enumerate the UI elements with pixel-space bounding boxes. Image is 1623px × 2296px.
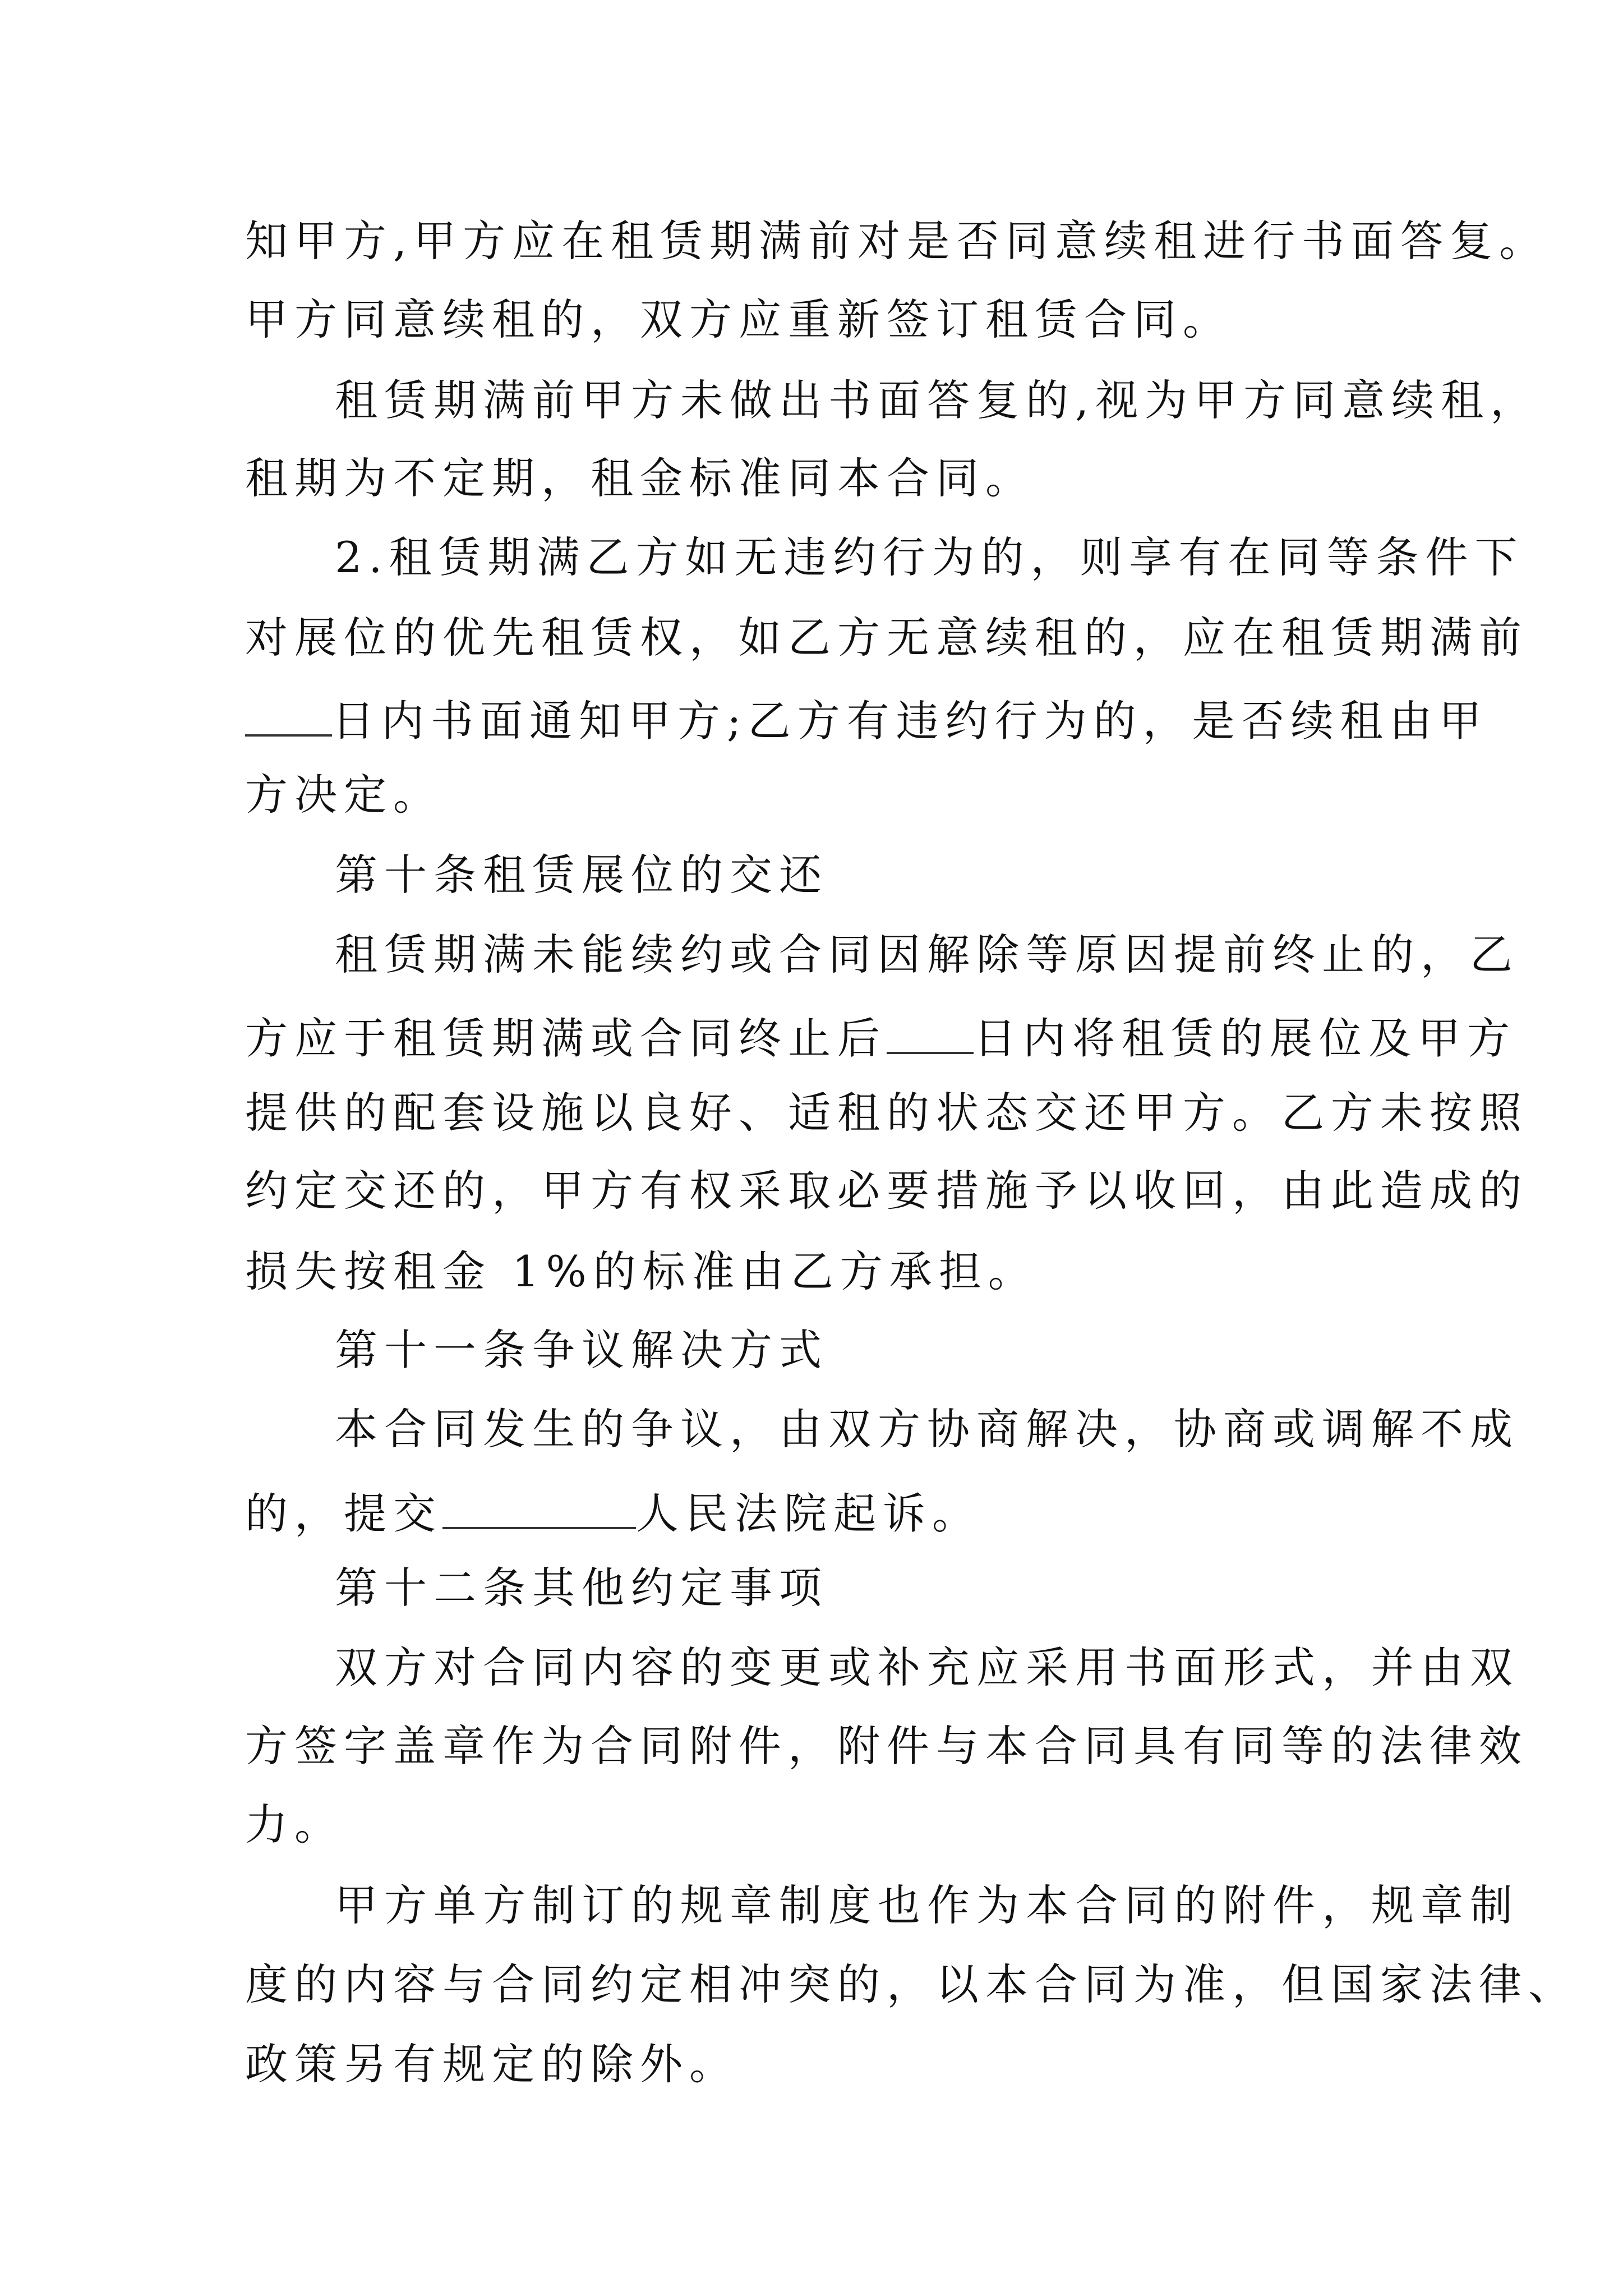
line-text: 力。: [245, 1800, 344, 1849]
line-text: 甲方同意续租的，双方应重新签订租赁合同。: [245, 295, 1232, 344]
paragraph-line: [335, 930, 1519, 979]
paragraph-line: [245, 770, 442, 820]
line-text: 知甲方,甲方应在租赁期满前对是否同意续租进行书面答复。: [245, 216, 1549, 266]
line-text: 本合同发生的争议，由双方协商解决，协商或调解不成: [335, 1404, 1519, 1454]
paragraph-line: [335, 375, 1540, 425]
line-text: 方决定。: [245, 770, 442, 820]
paragraph-line: [245, 1959, 1578, 2009]
fill-in-blank: [442, 1489, 636, 1529]
paragraph-line: [245, 695, 1488, 746]
line-text: 损失按租金 1%的标准由乙方承担。: [245, 1246, 1038, 1296]
paragraph-line: [245, 1800, 344, 1849]
fill-in-blank: [887, 1014, 974, 1054]
line-text: 对展位的优先租赁权，如乙方无意续租的，应在租赁期满前: [245, 613, 1528, 662]
paragraph-line: [245, 1246, 1038, 1296]
paragraph-line: [245, 1013, 1516, 1064]
paragraph-line: [245, 1088, 1528, 1138]
paragraph-line: [335, 1880, 1519, 1930]
paragraph-line: [245, 1166, 1528, 1216]
section-heading: [335, 850, 828, 900]
line-text: 2.租赁期满乙方如无违约行为的，则享有在同等条件下: [335, 532, 1524, 582]
line-text: 日内书面通知甲方;乙方有违约行为的，是否续租由甲: [332, 696, 1488, 746]
line-text: 约定交还的，甲方有权采取必要措施予以收回，由此造成的: [245, 1166, 1528, 1216]
paragraph-line: [335, 1642, 1519, 1692]
paragraph-line: [245, 2039, 739, 2089]
line-text: 租赁期满前甲方未做出书面答复的,视为甲方同意续租，: [335, 375, 1540, 425]
paragraph-line: [245, 295, 1232, 344]
heading-text: 第十条租赁展位的交还: [335, 850, 828, 900]
line-text: 日内将租赁的展位及甲方: [974, 1013, 1516, 1064]
line-text: 度的内容与合同约定相冲突的，以本合同为准，但国家法律、: [245, 1959, 1578, 2009]
line-text: 双方对合同内容的变更或补充应采用书面形式，并由双: [335, 1642, 1519, 1692]
line-text: 方应于租赁期满或合同终止后: [245, 1013, 887, 1064]
heading-text: 第十二条其他约定事项: [335, 1563, 828, 1613]
paragraph-line: [245, 1488, 981, 1539]
line-text: 的，提交: [245, 1488, 442, 1539]
line-text: 政策另有规定的除外。: [245, 2039, 739, 2089]
line-text: 租赁期满未能续约或合同因解除等原因提前终止的，乙: [335, 930, 1519, 979]
heading-text: 第十一条争议解决方式: [335, 1325, 828, 1375]
line-text: 甲方单方制订的规章制度也作为本合同的附件，规章制: [335, 1880, 1519, 1930]
paragraph-line: [245, 216, 1549, 266]
line-text: 方签字盖章作为合同附件，附件与本合同具有同等的法律效: [245, 1721, 1528, 1771]
section-heading: [335, 1325, 828, 1375]
paragraph-line: [245, 453, 1035, 503]
line-text: 租期为不定期，租金标准同本合同。: [245, 453, 1035, 503]
section-heading: [335, 1563, 828, 1613]
paragraph-line: [335, 532, 1524, 582]
paragraph-line: [245, 613, 1528, 662]
line-text: 提供的配套设施以良好、适租的状态交还甲方。乙方未按照: [245, 1088, 1528, 1138]
paragraph-line: [335, 1404, 1519, 1454]
fill-in-blank: [245, 696, 332, 737]
paragraph-line: [245, 1721, 1528, 1771]
line-text: 人民法院起诉。: [636, 1488, 981, 1539]
